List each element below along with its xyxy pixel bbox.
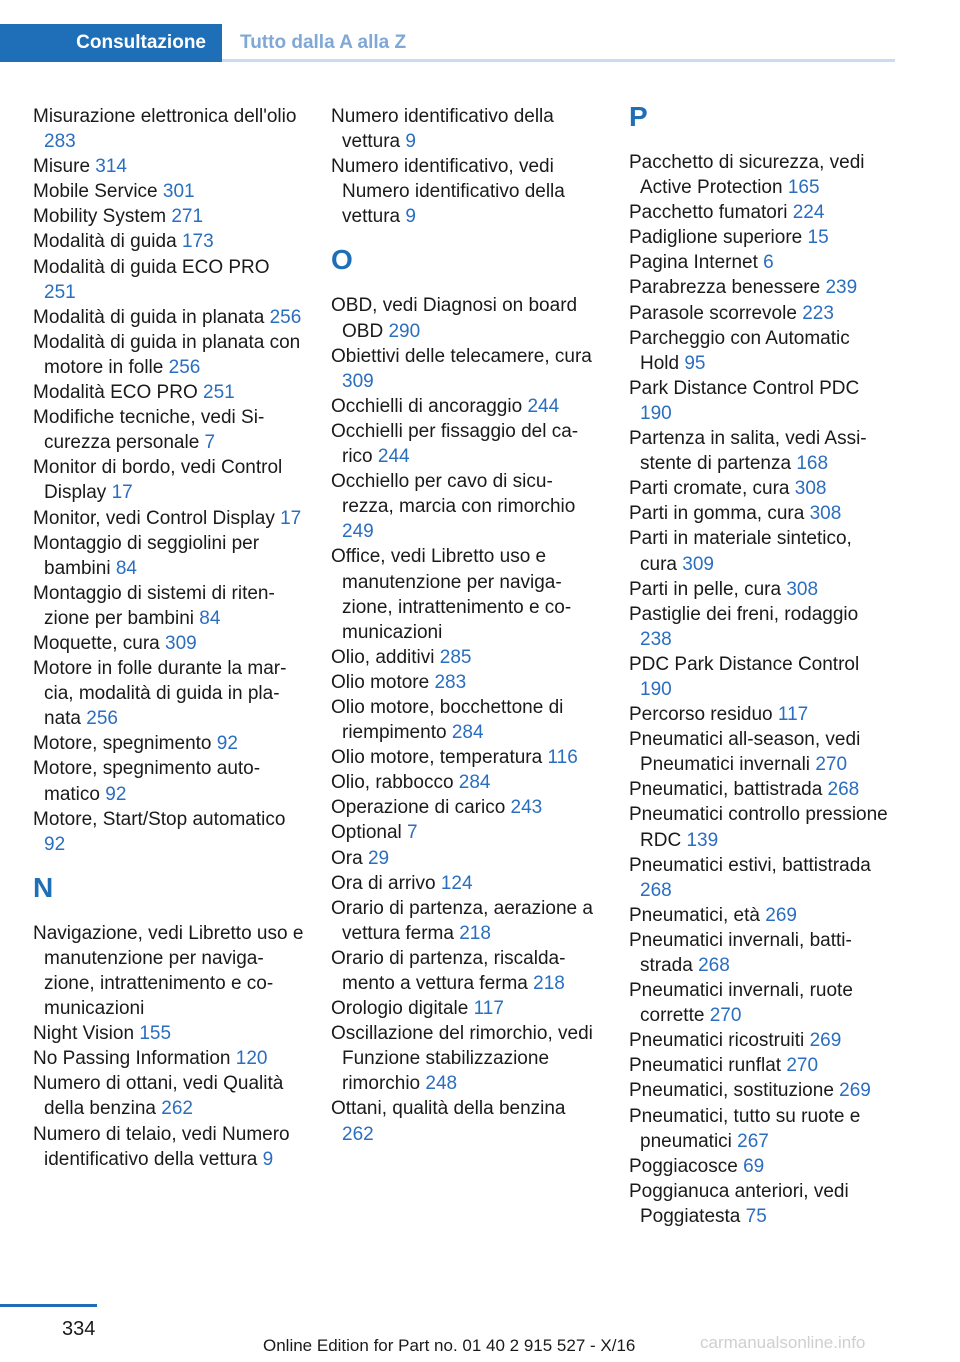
- page-reference-link[interactable]: 267: [737, 1130, 769, 1152]
- index-entry: [331, 1096, 593, 1146]
- page-reference-link[interactable]: 270: [815, 754, 848, 776]
- index-entry: [331, 695, 593, 745]
- index-entry-text: Pneumatici invernali, battistrada: [629, 929, 852, 976]
- index-entry: [331, 770, 593, 795]
- index-entry-text: Modalità di guida in planata con motore in folle: [33, 331, 301, 378]
- index-entry: [629, 200, 891, 225]
- index-entry-text: Parasole scorrevole: [629, 302, 803, 324]
- index-entry-text: Pneumatici ricostruiti: [629, 1030, 810, 1052]
- index-entry: [33, 581, 305, 631]
- tab-tutto-label: Tutto dalla A alla Z: [240, 32, 407, 53]
- index-entry-text: Mobility System: [33, 206, 172, 228]
- index-entry: [629, 928, 891, 978]
- index-entry: [331, 670, 593, 695]
- index-entry: [331, 344, 593, 394]
- page-reference-link[interactable]: 218: [533, 973, 565, 994]
- index-entry: [629, 426, 891, 476]
- page-reference-link[interactable]: 15: [807, 227, 829, 249]
- index-entry-text: Pneumatici all-season, vedi Pneumatici invernali: [629, 729, 861, 776]
- page-reference-link[interactable]: 168: [796, 453, 829, 475]
- page-reference-link[interactable]: 244: [527, 395, 560, 417]
- page-reference-link[interactable]: 6: [763, 252, 774, 274]
- page-reference-link[interactable]: 248: [425, 1073, 458, 1095]
- index-entry-text: Poggianuca anteriori, vedi Poggiatesta: [629, 1180, 849, 1227]
- index-entry: [331, 154, 593, 229]
- index-entry: [331, 419, 593, 469]
- page-reference-link[interactable]: 243: [510, 797, 543, 819]
- index-entry-text: Olio motore, bocchettone di riempimento: [331, 696, 564, 744]
- section-letter: N: [33, 871, 54, 903]
- index-entry: [629, 777, 891, 802]
- index-entry: [629, 577, 891, 602]
- page-reference-link[interactable]: 84: [199, 607, 221, 629]
- index-entry: [331, 104, 593, 154]
- page-reference-link[interactable]: 256: [168, 356, 201, 378]
- index-entry-text: Parti in pelle, cura: [629, 578, 787, 600]
- page-reference-link[interactable]: 268: [698, 955, 730, 976]
- index-entry: [33, 380, 305, 405]
- index-column-2: [331, 104, 593, 1147]
- page-reference-link[interactable]: 308: [809, 503, 842, 525]
- index-entry: [331, 795, 593, 820]
- index-entry-text: Padiglione superiore: [629, 227, 808, 249]
- page-reference-link[interactable]: 271: [171, 206, 204, 228]
- page-reference-link[interactable]: 269: [809, 1030, 842, 1052]
- index-entry-text: Monitor, vedi Control Display: [33, 507, 281, 529]
- index-entry-text: Park Distance Control PDC: [629, 377, 860, 399]
- index-entry-text: Olio motore: [331, 671, 435, 693]
- index-entry-text: Numero di ottani, vedi Qualità della benzina: [33, 1073, 284, 1120]
- index-entry-text: Olio, rabbocco: [331, 772, 459, 794]
- page-reference-link[interactable]: 239: [825, 277, 858, 299]
- index-entry: [33, 154, 305, 179]
- page-reference-link[interactable]: 249: [342, 521, 374, 543]
- index-entry: [331, 996, 593, 1021]
- index-entry-text: Modalità di guida ECO PRO: [33, 256, 270, 278]
- index-entry-text: Orologio digitale: [331, 998, 474, 1020]
- index-entry: [33, 330, 305, 380]
- index-entry: [33, 455, 305, 505]
- page-reference-link[interactable]: 165: [787, 177, 820, 199]
- page-reference-link[interactable]: 29: [367, 847, 390, 869]
- index-entry-text: Mobile Service: [33, 181, 163, 203]
- index-entry: [33, 1071, 305, 1121]
- index-entry: [33, 229, 305, 254]
- index-entry: [331, 293, 593, 343]
- index-entry: [629, 1028, 891, 1053]
- index-entry-text: Oscillazione del rimorchio, vedi Funzione stabilizzazione rimorchio: [331, 1023, 593, 1095]
- index-entry: [331, 846, 593, 871]
- index-entry: [629, 326, 891, 376]
- index-entry-text: Monitor di bordo, vedi Control Display: [33, 457, 283, 504]
- index-entry-text: OBD, vedi Diagnosi on board OBD: [331, 295, 578, 342]
- page-reference-link[interactable]: 270: [786, 1055, 819, 1077]
- index-entry-text: Modalità di guida in planata: [33, 306, 270, 328]
- page-reference-link[interactable]: 69: [743, 1155, 765, 1177]
- index-entry-text: Pneumatici estivi, battistrada: [629, 854, 871, 876]
- index-entry-text: No Passing Information: [33, 1048, 236, 1070]
- page-reference-link[interactable]: 251: [44, 281, 76, 303]
- page-reference-link[interactable]: 223: [802, 302, 834, 324]
- page-reference-link[interactable]: 268: [827, 779, 860, 801]
- index-entry-text: Obiettivi delle telecamere, cura: [331, 345, 592, 367]
- index-entry-text: Poggiacosce: [629, 1155, 744, 1177]
- index-entry-text: Pneumatici invernali, ruote corrette: [629, 980, 853, 1027]
- index-entry-text: Partenza in salita, vedi Assistente di partenza: [629, 428, 867, 475]
- page-reference-link[interactable]: 17: [280, 507, 302, 529]
- index-entry: [33, 1046, 305, 1071]
- index-entry-text: Misure: [33, 156, 96, 178]
- index-entry: [629, 1078, 891, 1103]
- index-entry-text: Moquette, cura: [33, 632, 166, 654]
- index-entry-text: Motore, spegnimento: [33, 733, 217, 755]
- index-entry-text: Modalità ECO PRO: [33, 382, 203, 404]
- index-entry: [331, 946, 593, 996]
- page-reference-link[interactable]: 309: [165, 632, 197, 654]
- page-reference-link[interactable]: 75: [745, 1205, 767, 1227]
- index-entry: [629, 250, 891, 275]
- index-entry: [33, 255, 305, 305]
- index-entry: [629, 501, 891, 526]
- index-entry-text: Percorso residuo: [629, 704, 778, 726]
- index-entry: [629, 376, 891, 426]
- index-entry: [629, 476, 891, 501]
- page-reference-link[interactable]: 9: [405, 206, 416, 228]
- index-entry: [33, 921, 305, 1021]
- index-entry-text: Parabrezza benessere: [629, 277, 826, 299]
- index-entry-text: Motore, Start/Stop automatico: [33, 808, 286, 830]
- page-reference-link[interactable]: 9: [262, 1148, 274, 1170]
- index-entry-text: Numero identificativo della vettura: [331, 106, 554, 153]
- page-reference-link[interactable]: 283: [434, 671, 467, 693]
- index-entry: [629, 853, 891, 903]
- index-entry: [629, 1179, 891, 1229]
- page-reference-link[interactable]: 238: [640, 628, 672, 650]
- page-reference-link[interactable]: 120: [235, 1048, 268, 1070]
- page-reference-link[interactable]: 308: [794, 478, 827, 500]
- page-reference-link[interactable]: 173: [181, 231, 214, 253]
- page-reference-link[interactable]: 190: [640, 402, 672, 424]
- index-entry-text: Parti in gomma, cura: [629, 503, 810, 525]
- page-reference-link[interactable]: 285: [439, 646, 472, 668]
- index-entry-text: Pneumatici controllo pressione RDC: [629, 804, 888, 851]
- watermark: carmanualsonline.info: [700, 1333, 866, 1352]
- index-entry-text: Montaggio di seggiolini per bambini: [33, 532, 260, 579]
- index-entry-text: Orario di partenza, riscaldamento a vettura ferma: [331, 947, 566, 994]
- index-entry: [629, 150, 891, 200]
- index-entry-text: Montaggio di sistemi di ritenzione per bambini: [33, 582, 275, 629]
- tab-consultazione[interactable]: [0, 24, 222, 62]
- section-letter: O: [331, 244, 353, 276]
- index-entry: [33, 506, 305, 531]
- index-entry: [331, 469, 593, 544]
- index-entry-text: Numero di telaio, vedi Numero identificativo della vettura: [33, 1123, 290, 1170]
- page-reference-link[interactable]: 244: [377, 446, 410, 468]
- index-entry-text: Motore, spegnimento automatico: [33, 758, 261, 805]
- page-reference-link[interactable]: 309: [342, 370, 374, 392]
- page-reference-link[interactable]: 116: [547, 747, 578, 769]
- index-entry-text: Navigazione, vedi Libretto uso e manutenzione per navigazione, intrattenimento e comunicazioni: [33, 922, 304, 1020]
- index-entry-text: Pneumatici, età: [629, 904, 766, 926]
- index-entry: [33, 807, 305, 857]
- index-entry: [629, 602, 891, 652]
- index-entry-text: Night Vision: [33, 1023, 140, 1045]
- index-entry: [629, 1053, 891, 1078]
- page-reference-link[interactable]: 283: [44, 131, 76, 153]
- index-entry: [629, 275, 891, 300]
- page-reference-link[interactable]: 256: [86, 708, 118, 730]
- index-entry-text: Parti cromate, cura: [629, 478, 795, 500]
- index-entry: [33, 204, 305, 229]
- tab-tutto-dalla-a-alla-z[interactable]: [240, 24, 406, 62]
- index-entry-text: Optional: [331, 822, 408, 844]
- index-entry-text: Motore in folle durante la marcia, modalità di guida in planata: [33, 658, 287, 730]
- index-entry-text: Occhiello per cavo di sicurezza, marcia con rimorchio: [331, 471, 576, 518]
- page-reference-link[interactable]: 190: [640, 678, 672, 700]
- index-entry: [629, 526, 891, 576]
- index-entry-text: Occhielli di ancoraggio: [331, 395, 528, 417]
- index-column-3: [629, 101, 891, 1229]
- index-entry: [33, 179, 305, 204]
- index-entry: [629, 301, 891, 326]
- index-entry: [33, 731, 305, 756]
- tab-underline: [222, 59, 895, 62]
- page-reference-link[interactable]: 268: [640, 879, 672, 901]
- index-entry: [331, 645, 593, 670]
- page-reference-link[interactable]: 290: [388, 320, 421, 342]
- page-reference-link[interactable]: 269: [765, 904, 797, 926]
- page-reference-link[interactable]: 270: [709, 1005, 742, 1027]
- index-entry-text: Ora: [331, 847, 368, 869]
- index-entry-text: Office, vedi Libretto uso e manutenzione per navigazione, intrattenimento e comunicazioni: [331, 546, 572, 643]
- index-entry-text: Modalità di guida: [33, 231, 182, 253]
- header-tabbar: [0, 24, 895, 62]
- index-entry: [629, 1104, 891, 1154]
- index-entry: [331, 745, 593, 770]
- index-entry: [331, 544, 593, 644]
- page-reference-link[interactable]: 262: [161, 1098, 193, 1120]
- footer-rule: [0, 1304, 97, 1307]
- index-entry-text: Ora di arrivo: [331, 872, 441, 894]
- page-reference-link[interactable]: 155: [139, 1023, 172, 1045]
- page-reference-link[interactable]: 92: [216, 733, 238, 755]
- index-entry-text: Pneumatici runflat: [629, 1055, 787, 1077]
- index-entry: [629, 225, 891, 250]
- index-entry: [331, 871, 593, 896]
- page-reference-link[interactable]: 9: [405, 131, 416, 153]
- index-entry-text: Modifiche tecniche, vedi Sicurezza personale: [33, 407, 265, 454]
- page-reference-link[interactable]: 256: [269, 306, 302, 328]
- page-reference-link[interactable]: 92: [105, 783, 127, 805]
- edition-text: Online Edition for Part no. 01 40 2 915 527 - X/16: [263, 1336, 636, 1355]
- page-reference-link[interactable]: 314: [95, 156, 127, 178]
- page-reference-link[interactable]: 224: [792, 202, 825, 224]
- index-entry: [629, 727, 891, 777]
- page-reference-link[interactable]: 284: [458, 772, 491, 794]
- page-reference-link[interactable]: 84: [115, 557, 137, 579]
- page-reference-link[interactable]: 7: [204, 432, 216, 454]
- index-entry-text: PDC Park Distance Control: [629, 653, 860, 675]
- index-entry: [33, 631, 305, 656]
- index-entry: [33, 1122, 305, 1172]
- page-reference-link[interactable]: 117: [777, 704, 809, 726]
- index-entry: [33, 405, 305, 455]
- index-entry: [33, 1021, 305, 1046]
- index-entry: [331, 896, 593, 946]
- page-reference-link[interactable]: 95: [684, 352, 706, 374]
- index-entry-text: Olio motore, temperatura: [331, 747, 548, 769]
- index-entry: [33, 531, 305, 581]
- page-reference-link[interactable]: 309: [682, 553, 714, 575]
- page-reference-link[interactable]: 308: [786, 578, 819, 600]
- index-entry-text: Occhielli per fissaggio del carico: [331, 420, 579, 468]
- index-entry-text: Ottani, qualità della benzina: [331, 1098, 566, 1120]
- index-entry-text: Orario di partenza, aerazione a vettura ferma: [331, 897, 593, 944]
- page-reference-link[interactable]: 251: [203, 382, 235, 404]
- page-reference-link[interactable]: 218: [459, 922, 491, 944]
- index-entry-text: Numero identificativo, vedi Numero identificativo della vettura: [331, 156, 565, 228]
- page-reference-link[interactable]: 17: [111, 482, 133, 504]
- index-entry-text: Misurazione elettronica dell'olio: [33, 106, 297, 127]
- page-reference-link[interactable]: 117: [473, 998, 504, 1020]
- index-entry: [629, 652, 891, 702]
- index-entry-text: Pacchetto fumatori: [629, 202, 793, 224]
- page-reference-link[interactable]: 139: [686, 829, 719, 851]
- tab-consultazione-label: Consultazione: [76, 32, 206, 53]
- index-entry-text: Pacchetto di sicurezza, vedi Active Protection: [629, 152, 865, 199]
- page-reference-link[interactable]: 7: [407, 822, 418, 844]
- index-entry-text: Parcheggio con Automatic Hold: [629, 327, 850, 374]
- index-entry-text: Pneumatici, tutto su ruote e pneumatici: [629, 1105, 861, 1152]
- index-entry-text: Pagina Internet: [629, 252, 764, 274]
- page-reference-link[interactable]: 269: [839, 1080, 871, 1102]
- index-entry: [629, 802, 891, 852]
- index-entry: [331, 1021, 593, 1096]
- index-column-1: [33, 104, 305, 1172]
- index-entry-text: Pastiglie dei freni, rodaggio: [629, 603, 859, 625]
- index-entry: [331, 394, 593, 419]
- index-entry: [629, 702, 891, 727]
- index-entry-text: Pneumatici, sostituzione: [629, 1080, 840, 1102]
- index-entry-text: Pneumatici, battistrada: [629, 779, 828, 801]
- page-reference-link[interactable]: 262: [342, 1123, 374, 1145]
- index-entry: [33, 104, 305, 154]
- index-entry: [33, 305, 305, 330]
- index-entry: [33, 656, 305, 731]
- index-entry-text: Parti in materiale sintetico, cura: [629, 528, 852, 575]
- page-number: 334: [62, 1318, 96, 1340]
- page-reference-link[interactable]: 92: [44, 833, 66, 855]
- index-entry: [629, 978, 891, 1028]
- index-entry: [629, 903, 891, 928]
- index-entry: [629, 1154, 891, 1179]
- index-entry-text: Operazione di carico: [331, 797, 511, 819]
- index-entry: [331, 820, 593, 845]
- page-reference-link[interactable]: 301: [162, 181, 195, 203]
- index-entry-text: Olio, additivi: [331, 646, 440, 668]
- index-entry: [33, 756, 305, 806]
- page-reference-link[interactable]: 124: [440, 872, 473, 894]
- page-reference-link[interactable]: 284: [451, 722, 484, 744]
- section-letter: P: [629, 101, 648, 132]
